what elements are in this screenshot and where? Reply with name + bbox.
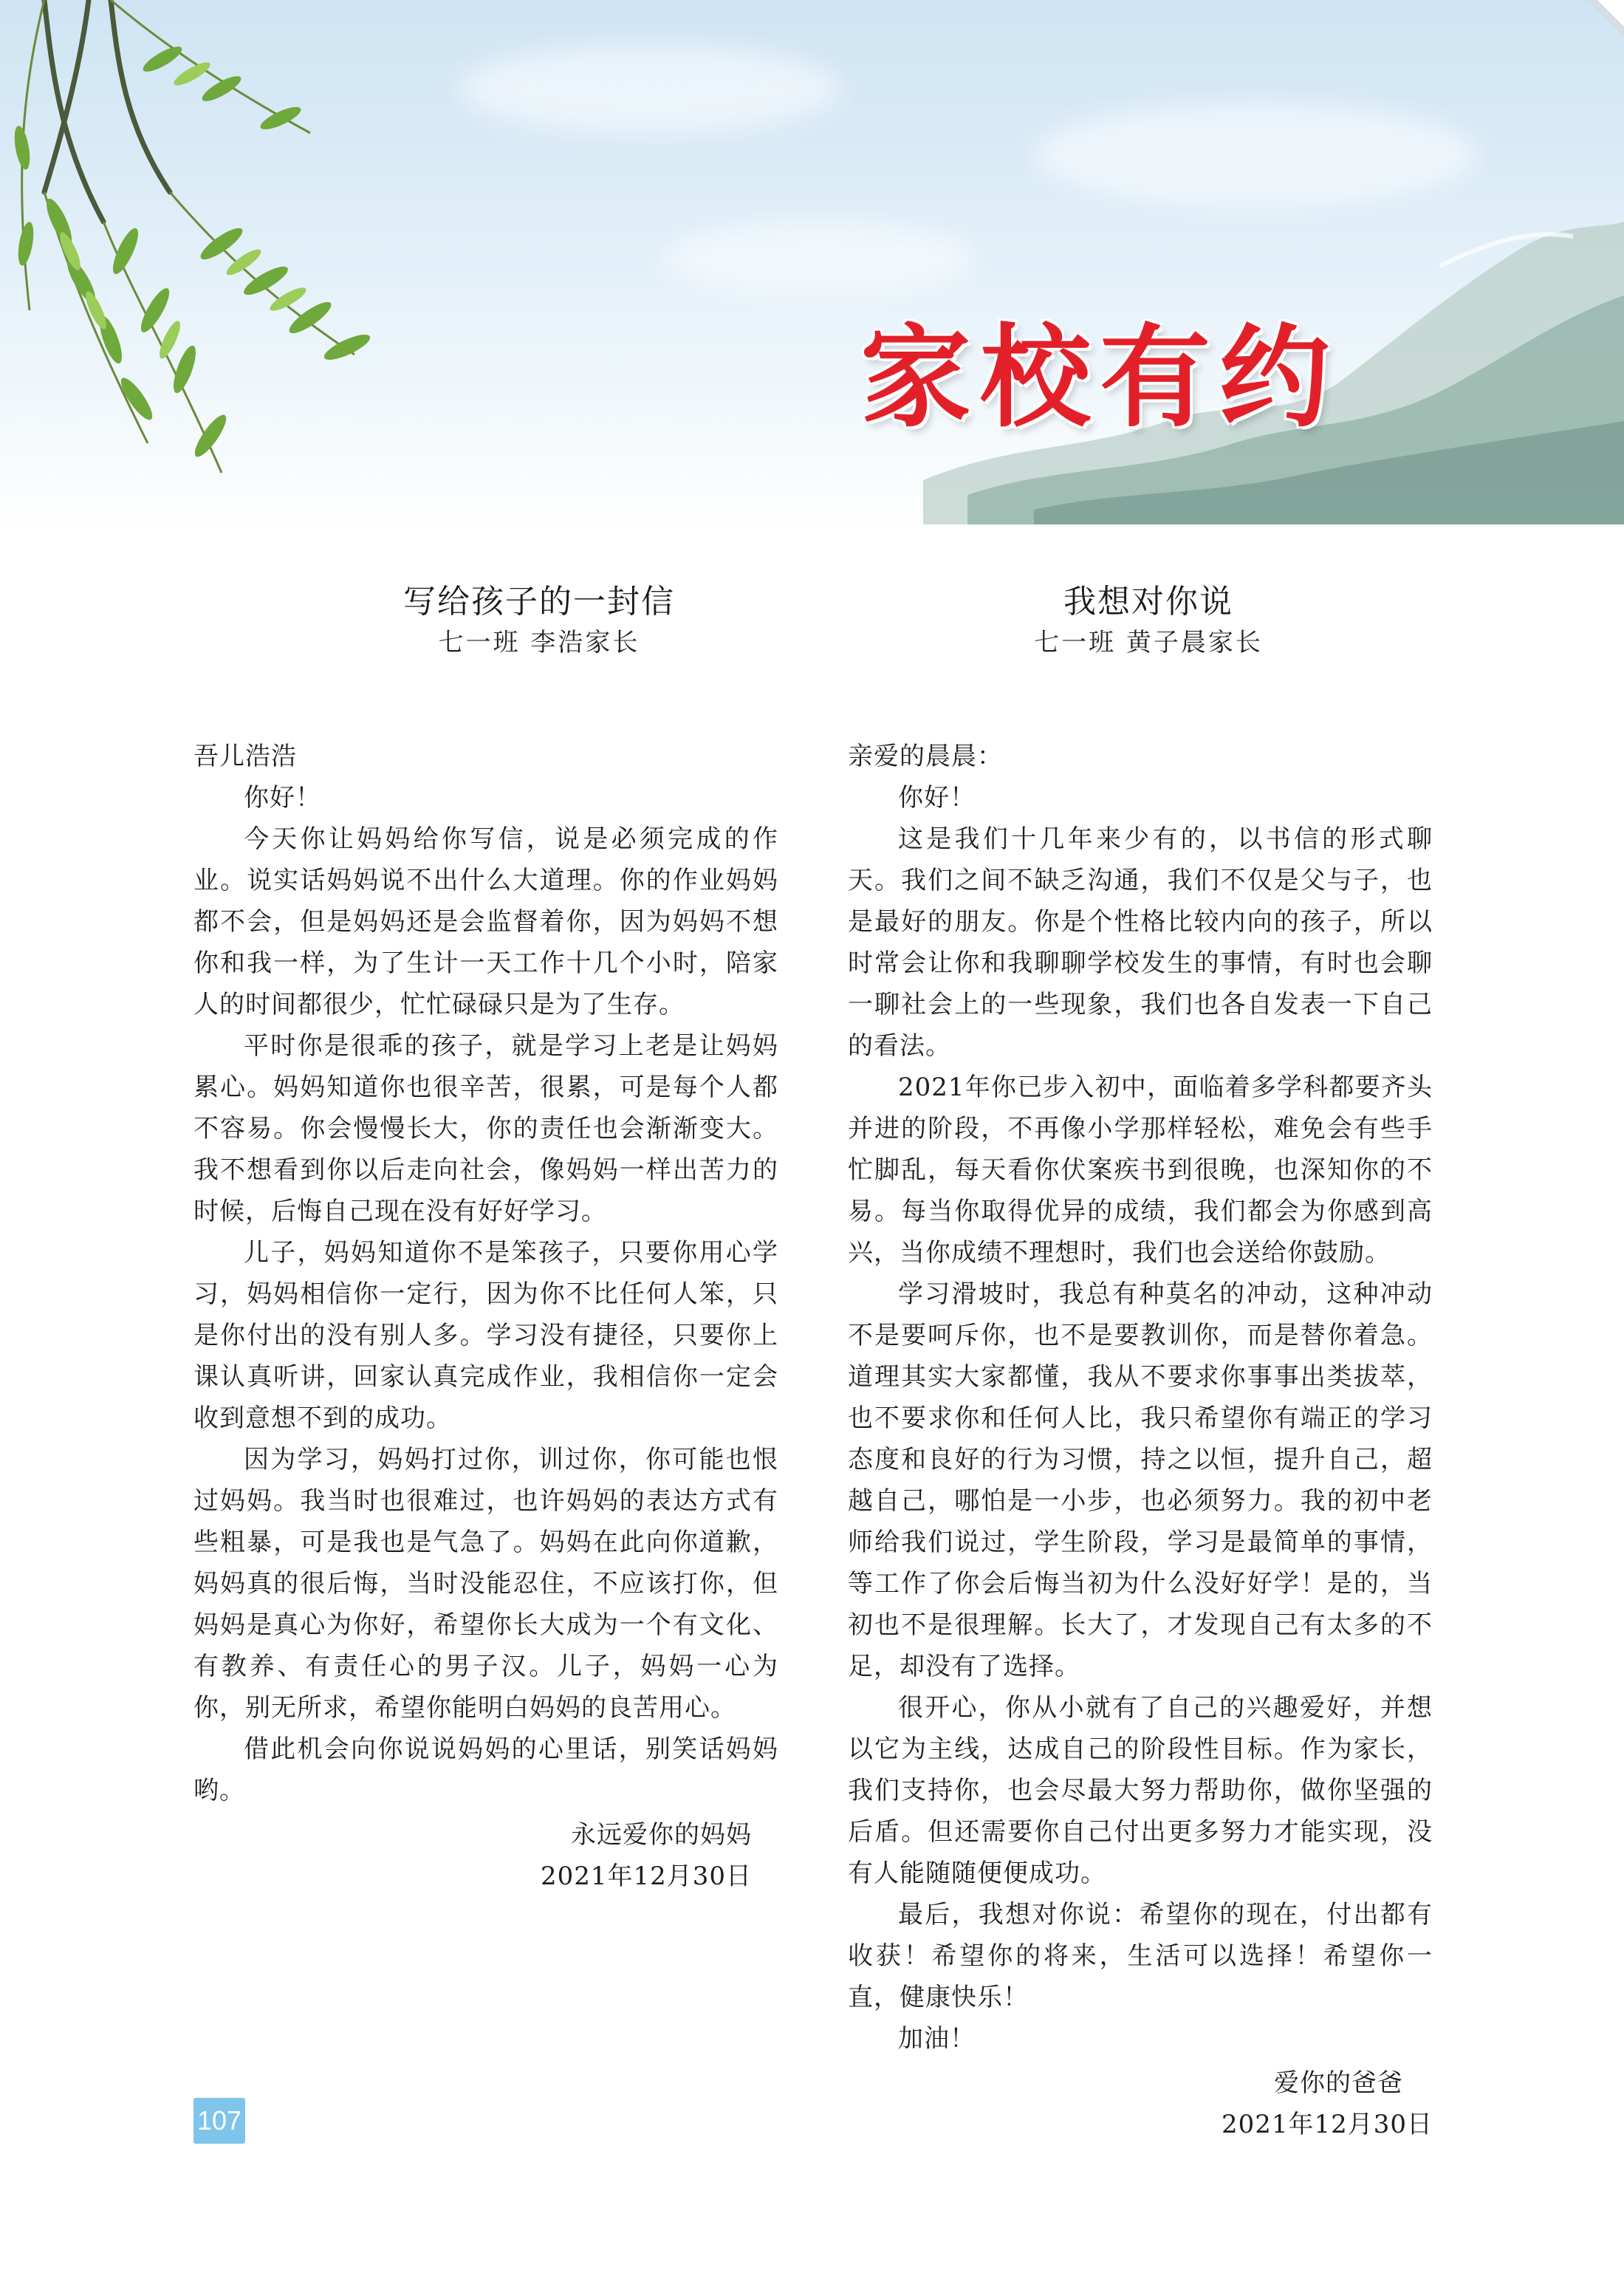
letter-2-paragraph: 你好！ bbox=[898, 783, 976, 813]
letter-1-paragraph: 平时你是很乖的孩子，就是学习上老是让妈妈累心。妈妈知道你也很辛苦，很累，可是每个人都不容易。你会慢慢长大，你的责任也会渐渐变大。我不想看到你以后走向社会，像妈妈一样出苦力的时候，后悔自己现在没有好好学习。 bbox=[193, 1031, 778, 1226]
page-number: 107 bbox=[193, 2098, 245, 2144]
banner-title: 家校有约 bbox=[860, 314, 1340, 442]
letter-1-date: 2021年12月30日 bbox=[540, 1862, 752, 1891]
letter-2-byline: 七一班 黄子晨家长 bbox=[1034, 628, 1263, 657]
letter-2-paragraph: 学习滑坡时，我总有种莫名的冲动，这种冲动不是要呵斥你，也不是要教训你，而是替你着急。道理其实大家都懂，我从不要求你事事出类拔萃，也不要求你和任何人比，我只希望你有端正的学习态度和良好的行为习惯，持之以恒，提升自己，超越自己，哪怕是一小步，也必须努力。我的初中老师给我们说过，学生阶段，学习是最简单的事情，等工作了你会后悔当初为什么没好好学！是的，当初也不是很理解。长大了，才发现自己有太多的不足，却没有了选择。 bbox=[848, 1279, 1433, 1681]
letter-2-paragraph: 很开心，你从小就有了自己的兴趣爱好，并想以它为主线，达成自己的阶段性目标。作为家长，我们支持你，也会尽最大努力帮助你，做你坚强的后盾。但还需要你自己付出更多努力才能实现，没有人能随随便便成功。 bbox=[848, 1693, 1433, 1888]
letter-2-paragraph: 加油！ bbox=[898, 2024, 976, 2054]
letter-1-byline: 七一班 李浩家长 bbox=[438, 628, 640, 657]
letter-2-paragraph: 2021年你已步入初中，面临着多学科都要齐头并进的阶段，不再像小学那样轻松，难免会有些手忙脚乱，每天看你伏案疾书到很晚，也深知你的不易。每当你取得优异的成绩，我们都会为你感到高兴，当你成绩不理想时，我们也会送给你鼓励。 bbox=[848, 1073, 1433, 1268]
letter-2-title: 我想对你说 bbox=[1063, 583, 1233, 621]
letter-1-title: 写给孩子的一封信 bbox=[403, 583, 675, 621]
letter-2-date: 2021年12月30日 bbox=[1221, 2110, 1433, 2139]
willow-branch-illustration bbox=[0, 0, 414, 532]
letter-1-signature: 永远爱你的妈妈 bbox=[571, 1820, 752, 1850]
letter-2-signature: 爱你的爸爸 bbox=[1274, 2068, 1403, 2098]
letter-1-paragraph: 因为学习，妈妈打过你，训过你，你可能也恨过妈妈。我当时也很难过，也许妈妈的表达方式有些粗暴，可是我也是气急了。妈妈在此向你道歉，妈妈真的很后悔，当时没能忍住，不应该打你，但妈妈是真心为你好，希望你长大成为一个有文化、有教养、有责任心的男子汉。儿子，妈妈一心为你，别无所求，希望你能明白妈妈的良苦用心。 bbox=[193, 1445, 778, 1723]
letter-1-paragraph: 儿子，妈妈知道你不是笨孩子，只要你用心学习，妈妈相信你一定行，因为你不比任何人笨，只是你付出的没有别人多。学习没有捷径，只要你上课认真听讲，回家认真完成作业，我相信你一定会收到意想不到的成功。 bbox=[193, 1238, 778, 1433]
letter-1-salutation: 吾儿浩浩 bbox=[193, 742, 297, 771]
letter-1-body bbox=[193, 736, 778, 1897]
letter-1-paragraph: 今天你让妈妈给你写信，说是必须完成的作业。说实话妈妈说不出什么大道理。你的作业妈妈都不会，但是妈妈还是会监督着你，因为妈妈不想你和我一样，为了生计一天工作十几个小时，陪家人的时间都很少，忙忙碌碌只是为了生存。 bbox=[193, 824, 778, 1019]
letter-2-paragraph: 最后，我想对你说：希望你的现在，付出都有收获！希望你的将来，生活可以选择！希望你一直，健康快乐！ bbox=[848, 1900, 1433, 2012]
letter-2-body bbox=[848, 736, 1433, 2145]
letter-2-paragraph: 这是我们十几年来少有的，以书信的形式聊天。我们之间不缺乏沟通，我们不仅是父与子，也是最好的朋友。你是个性格比较内向的孩子，所以时常会让你和我聊聊学校发生的事情，有时也会聊一聊社会上的一些现象，我们也各自发表一下自己的看法。 bbox=[848, 824, 1433, 1061]
letter-1-paragraph: 借此机会向你说说妈妈的心里话，别笑话妈妈哟。 bbox=[193, 1734, 778, 1805]
letter-2-salutation: 亲爱的晨晨： bbox=[848, 742, 1003, 771]
letter-1-paragraph: 你好！ bbox=[244, 783, 321, 813]
